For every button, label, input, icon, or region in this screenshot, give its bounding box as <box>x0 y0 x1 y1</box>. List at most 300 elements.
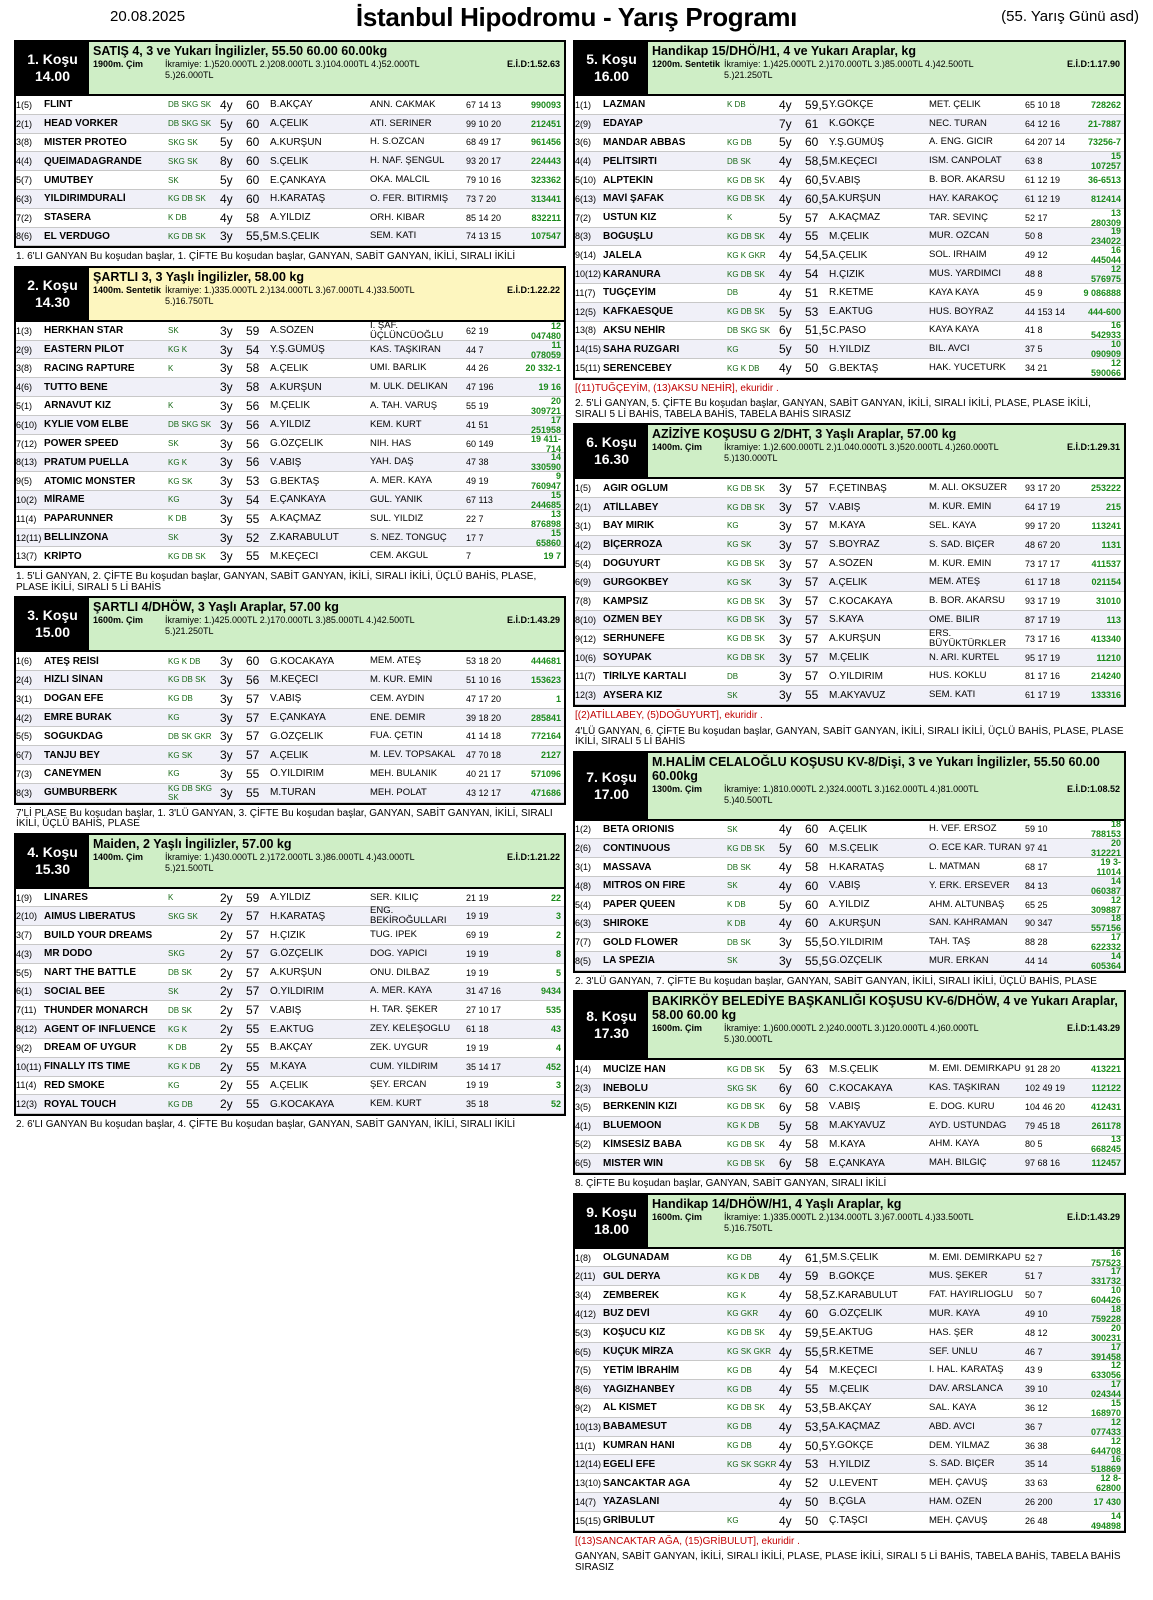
horse-age: 4y <box>779 1344 792 1359</box>
horse-name[interactable]: THUNDER MONARCH <box>44 1004 148 1016</box>
trainer: MEH. ÇAVUŞ <box>929 1515 988 1526</box>
horse-name[interactable]: STASERA <box>44 212 92 224</box>
horse-age: 4y <box>779 154 792 169</box>
horse-name[interactable]: MİRAME <box>44 494 85 506</box>
horse-name[interactable]: ARNAVUT KIZ <box>44 400 112 412</box>
horse-name[interactable]: ALPTEKİN <box>603 174 653 186</box>
horse-name[interactable]: AYSERA KIZ <box>603 689 663 701</box>
horse-stats: 99 17 20 <box>1025 520 1061 531</box>
horse-row[interactable] <box>16 171 564 190</box>
race-number-box <box>575 425 648 477</box>
horse-row[interactable] <box>575 1324 1124 1343</box>
horse-row[interactable] <box>16 671 564 690</box>
race-number: 9. Koşu <box>586 1203 637 1220</box>
horse-name[interactable]: MITROS ON FIRE <box>603 880 686 892</box>
horse-row[interactable] <box>575 284 1124 303</box>
horse-row[interactable] <box>16 96 564 115</box>
horse-row[interactable] <box>16 1077 564 1096</box>
horse-row[interactable] <box>16 378 564 397</box>
horse-name[interactable]: SERENCEBEY <box>603 362 672 374</box>
recent-form: 21-7887 <box>1087 118 1121 129</box>
horse-row[interactable] <box>575 555 1124 574</box>
horse-row[interactable] <box>16 453 564 472</box>
horse-name[interactable]: DOĞAN EFE <box>44 693 104 705</box>
horse-list <box>575 1060 1124 1173</box>
horse-name[interactable]: EGELİ EFE <box>603 1458 656 1470</box>
horse-age: 5y <box>779 841 792 856</box>
recent-form: 133316 <box>1090 690 1121 701</box>
equipment: K DB <box>168 213 187 223</box>
equipment: SK <box>727 881 738 891</box>
horse-row[interactable] <box>16 889 564 908</box>
horse-row[interactable] <box>575 1117 1124 1136</box>
horse-name[interactable]: BELLINZONA <box>44 532 109 544</box>
horse-name[interactable]: HIZLI SİNAN <box>44 674 103 686</box>
horse-stats: 95 17 19 <box>1025 652 1061 663</box>
horse-name[interactable]: AGENT OF INFLUENCE <box>44 1023 156 1035</box>
horse-name[interactable]: YETİM İBRAHİM <box>603 1364 680 1376</box>
horse-name[interactable]: JALELA <box>603 249 642 261</box>
horse-age: 3y <box>220 323 233 338</box>
horse-name[interactable]: BUZ DEVİ <box>603 1308 650 1320</box>
horse-row[interactable] <box>575 1079 1124 1098</box>
jockey: E.AKTUĞ <box>829 1327 873 1339</box>
horse-name[interactable]: ATOMIC MONSTER <box>44 475 136 487</box>
horse-row[interactable] <box>575 1267 1124 1286</box>
horse-name[interactable]: HEAD VORKER <box>44 118 118 130</box>
horse-row[interactable] <box>16 547 564 566</box>
horse-name[interactable]: BUILD YOUR DREAMS <box>44 929 153 941</box>
horse-row[interactable] <box>575 649 1124 668</box>
horse-row[interactable] <box>575 877 1124 896</box>
horse-name[interactable]: PAPARUNNER <box>44 513 114 525</box>
horse-name[interactable]: AL KISMET <box>603 1402 657 1414</box>
horse-row[interactable] <box>16 945 564 964</box>
horse-row[interactable] <box>575 152 1124 171</box>
horse-row[interactable] <box>575 933 1124 952</box>
jockey: A.KAÇMAZ <box>270 513 322 525</box>
trainer: SAN. KAHRAMAN <box>929 918 1008 929</box>
horse-row[interactable] <box>16 983 564 1002</box>
horse-row[interactable] <box>575 1493 1124 1512</box>
horse-row[interactable] <box>16 416 564 435</box>
horse-row[interactable] <box>16 397 564 416</box>
horse-name[interactable]: AKSU NEHİR <box>603 324 666 336</box>
horse-row[interactable] <box>575 1399 1124 1418</box>
horse-row[interactable] <box>575 115 1124 134</box>
horse-row[interactable] <box>575 1455 1124 1474</box>
jockey: C.KOCAKAYA <box>829 595 893 607</box>
horse-weight: 57 <box>246 984 260 999</box>
horse-row[interactable] <box>575 896 1124 915</box>
trainer: FUA. ÇETİN <box>370 731 423 742</box>
horse-name[interactable]: DOĞUYURT <box>603 558 661 570</box>
recent-form: 1 <box>555 693 561 704</box>
horse-row[interactable] <box>575 1098 1124 1117</box>
horse-name[interactable]: SOYUPAK <box>603 652 652 664</box>
horse-name[interactable]: AIMUS LIBERATUS <box>44 910 136 922</box>
trainer: ENE. DEMİR <box>370 712 426 723</box>
horse-name[interactable]: BETA ORIONIS <box>603 823 675 835</box>
horse-row[interactable] <box>575 517 1124 536</box>
horse-name[interactable]: YAĞIZHANBEY <box>603 1383 675 1395</box>
horse-number: 12(11) <box>16 532 42 543</box>
horse-row[interactable] <box>575 1380 1124 1399</box>
horse-name[interactable]: KİMSESİZ BABA <box>603 1138 682 1150</box>
horse-name[interactable]: CANEYMEN <box>44 768 102 780</box>
horse-row[interactable] <box>575 1512 1124 1531</box>
horse-name[interactable]: EDAYAP <box>603 118 643 130</box>
horse-weight: 57 <box>246 691 260 706</box>
jockey: A.ÇELİK <box>270 362 309 374</box>
page-header <box>0 0 1153 38</box>
horse-name[interactable]: BİÇERROZA <box>603 539 663 551</box>
jockey: A.YILDIZ <box>829 899 870 911</box>
horse-row[interactable] <box>575 630 1124 649</box>
horse-name[interactable]: İNEBOLU <box>603 1082 648 1094</box>
horse-name[interactable]: RACING RAPTURE <box>44 362 135 374</box>
horse-age: 4y <box>779 1306 792 1321</box>
horse-weight: 53,5 <box>805 1419 829 1434</box>
horse-name[interactable]: KÜÇÜK MİRZA <box>603 1346 674 1358</box>
horse-name[interactable]: MUCİZE HAN <box>603 1063 666 1075</box>
horse-name[interactable]: ATİLLABEY <box>603 501 659 513</box>
recent-form: 285841 <box>530 712 561 723</box>
horse-row[interactable] <box>16 1058 564 1077</box>
horse-age: 2y <box>220 909 233 924</box>
horse-name[interactable]: PAPER QUEEN <box>603 899 676 911</box>
horse-row[interactable] <box>575 479 1124 498</box>
horse-row[interactable] <box>575 667 1124 686</box>
race-record: E.İ.D:1.29.31 <box>1066 442 1120 453</box>
horse-row[interactable] <box>575 190 1124 209</box>
horse-name[interactable]: LAZMAN <box>603 99 646 111</box>
horse-row[interactable] <box>16 510 564 529</box>
horse-row[interactable] <box>16 709 564 728</box>
horse-name[interactable]: RED SMOKE <box>44 1079 105 1091</box>
recent-form: 12 633056 <box>1090 1360 1121 1381</box>
horse-name[interactable]: FINALLY ITS TIME <box>44 1061 131 1073</box>
horse-name[interactable]: TUTTO BENE <box>44 381 108 393</box>
horse-row[interactable] <box>16 784 564 803</box>
horse-row[interactable] <box>16 228 564 247</box>
horse-row[interactable] <box>575 592 1124 611</box>
page-title: İstanbul Hipodromu - Yarış Programı <box>355 2 798 32</box>
horse-number: 10(12) <box>575 269 602 280</box>
horse-name[interactable]: SANCAKTAR AĞA <box>603 1477 691 1489</box>
horse-stats: 104 46 20 <box>1025 1101 1066 1112</box>
horse-row[interactable] <box>575 536 1124 555</box>
equipment: KG DB SK <box>727 1158 765 1168</box>
horse-name[interactable]: KUMRAN HANI <box>603 1440 675 1452</box>
equipment: K DB <box>727 900 746 910</box>
horse-name[interactable]: MAVİ ŞAFAK <box>603 193 664 205</box>
horse-name[interactable]: BABAMESUT <box>603 1421 667 1433</box>
horse-name[interactable]: BERKENİN KIZI <box>603 1101 677 1113</box>
horse-name[interactable]: SOCIAL BEE <box>44 985 105 997</box>
horse-name[interactable]: MISTER PROTEO <box>44 136 127 148</box>
horse-row[interactable] <box>575 134 1124 153</box>
horse-row[interactable] <box>575 839 1124 858</box>
equipment: SK <box>168 326 179 336</box>
horse-name[interactable]: ÜSTÜN KIZ <box>603 212 657 224</box>
horse-row[interactable] <box>16 1020 564 1039</box>
horse-age: 2y <box>220 1059 233 1074</box>
horse-name[interactable]: YILDIRIMDURALİ <box>44 193 126 205</box>
horse-number: 4(4) <box>575 156 592 167</box>
recent-form: 43 <box>550 1024 561 1035</box>
horse-row[interactable] <box>575 858 1124 877</box>
horse-name[interactable]: KOŞUCU KIZ <box>603 1327 666 1339</box>
horse-name[interactable]: LA SPEZIA <box>603 955 655 967</box>
horse-name[interactable]: SERHUNEFE <box>603 633 665 645</box>
horse-number: 11(1) <box>575 1440 596 1451</box>
horse-number: 7(3) <box>16 768 33 779</box>
horse-name[interactable]: CONTINUOUS <box>603 842 671 854</box>
horse-name[interactable]: MISTER WIN <box>603 1157 663 1169</box>
horse-row[interactable] <box>575 265 1124 284</box>
horse-age: 4y <box>779 97 792 112</box>
horse-name[interactable]: EASTERN PILOT <box>44 344 125 356</box>
horse-list <box>16 322 564 566</box>
horse-row[interactable] <box>575 322 1124 341</box>
race-conditions <box>93 852 560 863</box>
horse-name[interactable]: BLUEMOON <box>603 1120 662 1132</box>
horse-row[interactable] <box>575 1249 1124 1268</box>
horse-number: 8(3) <box>16 787 33 798</box>
jockey: A.KURŞUN <box>829 917 881 929</box>
horse-age: 4y <box>779 1513 792 1528</box>
horse-row[interactable] <box>575 821 1124 840</box>
horse-row[interactable] <box>16 209 564 228</box>
horse-name[interactable]: GÜL DERYA <box>603 1270 661 1282</box>
horse-name[interactable]: MASSAVA <box>603 861 652 873</box>
horse-row[interactable] <box>575 915 1124 934</box>
horse-row[interactable] <box>16 472 564 491</box>
horse-row[interactable] <box>575 952 1124 971</box>
horse-name[interactable]: SAHA RÜZGARI <box>603 343 680 355</box>
horse-row[interactable] <box>575 246 1124 265</box>
jockey: F.ÇETİNBAŞ <box>829 482 887 494</box>
race-info <box>648 753 1124 819</box>
horse-row[interactable] <box>575 340 1124 359</box>
recent-form: 16 445044 <box>1090 245 1121 266</box>
horse-name[interactable]: GÜRGÖKBEY <box>603 576 669 588</box>
recent-form: 3 <box>555 1080 561 1091</box>
horse-stats: 19 19 <box>466 911 489 922</box>
horse-age: 3y <box>779 500 792 515</box>
horse-age: 4y <box>779 1288 792 1303</box>
horse-name[interactable]: PRATUM PUELLA <box>44 456 129 468</box>
horse-row[interactable] <box>16 727 564 746</box>
trainer: YAH. DAŞ <box>370 457 414 468</box>
horse-list <box>16 889 564 1115</box>
trainer: MUR. KAYA <box>929 1308 980 1319</box>
horse-name[interactable]: SHIROKE <box>603 917 649 929</box>
horse-row[interactable] <box>575 303 1124 322</box>
horse-name[interactable]: YAZASLANI <box>603 1496 660 1508</box>
horse-name[interactable]: BAY MIRIK <box>603 520 655 532</box>
horse-name[interactable]: TİRİLYE KARTALI <box>603 670 687 682</box>
trainer: MÜS. ŞEKER <box>929 1271 988 1282</box>
horse-name[interactable]: ROYAL TOUCH <box>44 1098 117 1110</box>
horse-row[interactable] <box>16 907 564 926</box>
horse-row[interactable] <box>16 690 564 709</box>
horse-name[interactable]: OLGUNADAM <box>603 1252 670 1264</box>
horse-name[interactable]: EMRE BURAK <box>44 712 112 724</box>
horse-name[interactable]: DREAM OF UYGUR <box>44 1042 137 1054</box>
trainer: S. NEZ. TONGUÇ <box>370 532 447 543</box>
recent-form: 19 234022 <box>1090 226 1121 247</box>
trainer: ONU. DİLBAZ <box>370 967 430 978</box>
horse-row[interactable] <box>16 765 564 784</box>
jockey: M.KAYA <box>829 520 866 532</box>
horse-row[interactable] <box>575 171 1124 190</box>
horse-row[interactable] <box>575 1154 1124 1173</box>
horse-row[interactable] <box>16 746 564 765</box>
horse-name[interactable]: GRİBULUT <box>603 1515 655 1527</box>
trainer: MEM. ATEŞ <box>929 577 981 588</box>
recent-form: 17 251958 <box>530 414 561 435</box>
horse-name[interactable]: LINARES <box>44 892 88 903</box>
horse-name[interactable]: ATEŞ REİSİ <box>44 655 99 667</box>
horse-row[interactable] <box>575 1361 1124 1380</box>
horse-stats: 48 67 20 <box>1025 539 1061 550</box>
recent-form: 961456 <box>530 137 561 148</box>
horse-age: 3y <box>779 481 792 496</box>
horse-row[interactable] <box>575 1474 1124 1493</box>
horse-name[interactable]: ZEMBEREK <box>603 1289 660 1301</box>
equipment: KG DB <box>727 137 752 147</box>
horse-name[interactable]: HERKHAN STAR <box>44 325 124 337</box>
horse-row[interactable] <box>16 964 564 983</box>
horse-name[interactable]: QUEIMADAGRANDE <box>44 155 142 167</box>
horse-name[interactable]: UMUTBEY <box>44 174 94 186</box>
jockey: A.KURŞUN <box>270 136 322 148</box>
horse-row[interactable] <box>16 1095 564 1114</box>
horse-age: 3y <box>779 688 792 703</box>
horse-row[interactable] <box>16 341 564 360</box>
horse-name[interactable]: POWER SPEED <box>44 438 119 450</box>
horse-row[interactable] <box>16 359 564 378</box>
horse-weight: 61 <box>805 116 819 131</box>
horse-row[interactable] <box>575 611 1124 630</box>
horse-name[interactable]: GÜMBÜRBERK <box>44 787 118 799</box>
trainer: E. DOĞ. KURU <box>929 1101 995 1112</box>
horse-row[interactable] <box>16 435 564 454</box>
horse-row[interactable] <box>16 134 564 153</box>
horse-age: 3y <box>779 556 792 571</box>
horse-number: 5(4) <box>575 899 592 910</box>
race-time: 17.30 <box>593 1025 630 1042</box>
horse-stats: 41 14 18 <box>466 731 502 742</box>
jockey: G.BEKTAŞ <box>829 362 879 374</box>
horse-row[interactable] <box>16 491 564 510</box>
horse-name[interactable]: TUĞÇEYİM <box>603 287 656 299</box>
horse-row[interactable] <box>16 529 564 548</box>
horse-weight: 60 <box>805 1306 819 1321</box>
horse-row[interactable] <box>575 573 1124 592</box>
horse-name[interactable]: KAFKAESQUE <box>603 306 674 318</box>
horse-name[interactable]: GOLD FLOWER <box>603 936 678 948</box>
horse-age: 3y <box>220 398 233 413</box>
trainer: CEM. AYDIN <box>370 693 425 704</box>
horse-number: 2(1) <box>575 502 592 513</box>
horse-row[interactable] <box>16 652 564 671</box>
horse-row[interactable] <box>16 152 564 171</box>
horse-row[interactable] <box>16 190 564 209</box>
horse-name[interactable]: PELİTSIRTI <box>603 155 657 167</box>
horse-row[interactable] <box>575 1060 1124 1079</box>
horse-name[interactable]: SOĞUKDAĞ <box>44 730 103 742</box>
horse-row[interactable] <box>575 1418 1124 1437</box>
race-header <box>575 992 1124 1060</box>
horse-name[interactable]: AĞIR OĞLUM <box>603 482 668 494</box>
horse-row[interactable] <box>575 96 1124 115</box>
horse-row[interactable] <box>575 1286 1124 1305</box>
horse-row[interactable] <box>16 115 564 134</box>
horse-row[interactable] <box>575 359 1124 378</box>
horse-name[interactable]: ÖZMEN BEY <box>603 614 663 626</box>
trainer: L. MATMAN <box>929 862 981 872</box>
horse-row[interactable] <box>575 1305 1124 1324</box>
horse-age: 2y <box>220 1040 233 1055</box>
trainer: MEH. BULANIK <box>370 768 438 779</box>
horse-name[interactable]: KYLIE VOM ELBE <box>44 419 129 431</box>
horse-name[interactable]: MANDAR ABBAS <box>603 136 686 148</box>
trainer: ÜMİ. BARLIK <box>370 363 427 374</box>
horse-name[interactable]: BOĞUŞLU <box>603 230 653 242</box>
horse-number: 3(8) <box>16 363 33 374</box>
horse-number: 7(7) <box>575 937 592 948</box>
horse-row[interactable] <box>575 1343 1124 1362</box>
horse-name[interactable]: KARANURA <box>603 268 661 280</box>
horse-number: 7(8) <box>575 596 592 607</box>
horse-weight: 55 <box>805 688 819 703</box>
horse-row[interactable] <box>575 498 1124 517</box>
bet-types-note: 8. ÇİFTE Bu koşudan başlar, GANYAN, SABİT GANYAN, SIRALI İKİLİ <box>575 1178 887 1190</box>
horse-name[interactable]: FLINT <box>44 99 73 111</box>
horse-number: 12(14) <box>575 1459 602 1470</box>
horse-row[interactable] <box>16 1001 564 1020</box>
horse-row[interactable] <box>575 686 1124 705</box>
horse-name[interactable]: MR DODO <box>44 948 93 960</box>
horse-stats: 44 14 <box>1025 955 1048 966</box>
jockey: G.ÖZÇELİK <box>270 438 324 450</box>
horse-row[interactable] <box>16 926 564 945</box>
horse-row[interactable] <box>575 209 1124 228</box>
horse-row[interactable] <box>16 322 564 341</box>
jockey: V.ABİŞ <box>829 174 861 186</box>
race-prize-5th: 5.)16.750TL <box>165 295 214 306</box>
horse-weight: 55,5 <box>805 935 829 950</box>
horse-name[interactable]: EL VERDUGO <box>44 230 110 242</box>
horse-weight: 58 <box>805 1156 819 1171</box>
horse-name[interactable]: KRİPTO <box>44 550 82 562</box>
horse-row[interactable] <box>575 1136 1124 1155</box>
equipment: KG DB SK <box>727 502 765 512</box>
horse-name[interactable]: NART THE BATTLE <box>44 967 137 979</box>
horse-row[interactable] <box>575 1437 1124 1456</box>
horse-name[interactable]: KAMPSIZ <box>603 595 648 607</box>
jockey: G.KOCAKAYA <box>270 1098 335 1110</box>
horse-age: 4y <box>779 1494 792 1509</box>
jockey: R.KETME <box>829 1346 874 1358</box>
horse-weight: 55,5 <box>246 229 270 244</box>
horse-row[interactable] <box>575 228 1124 247</box>
horse-row[interactable] <box>16 1039 564 1058</box>
horse-name[interactable]: TANJU BEY <box>44 749 100 761</box>
